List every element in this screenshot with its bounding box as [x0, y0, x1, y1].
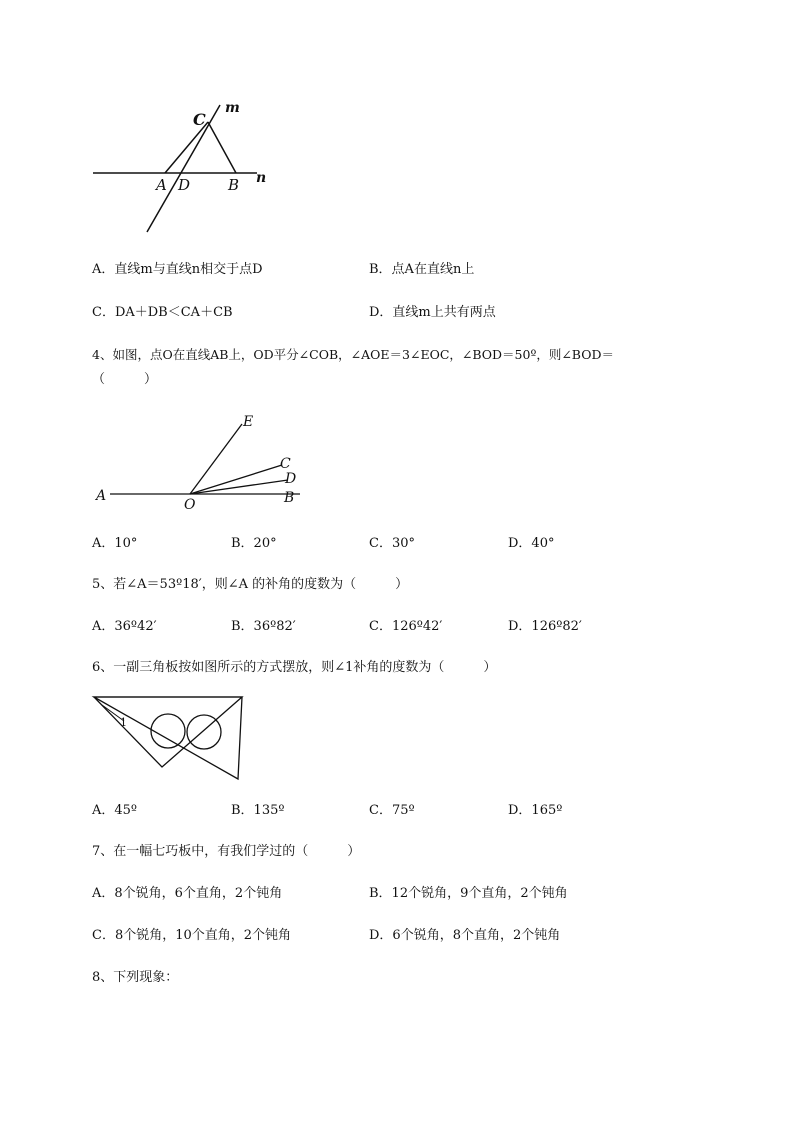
q4-option-b: B．20°	[231, 536, 277, 551]
figure-q6	[90, 693, 250, 785]
q4-option-d: D．40°	[508, 536, 555, 551]
circle-right	[187, 715, 221, 749]
q6-option-c: C．75º	[369, 803, 415, 818]
q5-stem: 5、若∠A＝53º18′，则∠A 的补角的度数为（ ）	[92, 577, 409, 592]
q4-stem: 4、如图，点O在直线AB上，OD平分∠COB，∠AOE＝3∠EOC，∠BOD＝50º，则∠BOD＝	[92, 347, 614, 362]
label-m: m	[225, 100, 240, 116]
label-o: O	[184, 497, 196, 513]
q3-option-a: A．直线m与直线n相交于点D	[92, 262, 263, 277]
q7-option-a: A．8个锐角，6个直角，2个钝角	[92, 886, 283, 901]
label-a: A	[96, 488, 107, 504]
q7-option-c: C．8个锐角，10个直角，2个钝角	[92, 928, 292, 943]
label-b: B	[228, 176, 240, 194]
segment-cb	[208, 122, 236, 173]
q7-option-d: D．6个锐角，8个直角，2个钝角	[369, 928, 561, 943]
q5-option-b: B．36º82′	[231, 619, 296, 634]
q6-option-a: A．45º	[92, 803, 138, 818]
q7-stem: 7、在一幅七巧板中，有我们学过的（ ）	[92, 844, 361, 859]
q3-option-b: B．点A在直线n上	[369, 262, 475, 277]
label-c: C	[280, 456, 291, 472]
q5-option-c: C．126º42′	[369, 619, 443, 634]
q3-option-c: C．DA＋DB＜CA＋CB	[92, 305, 233, 320]
label-n: n	[256, 170, 267, 186]
q4-paren: （ ）	[92, 372, 158, 387]
label-a: A	[156, 176, 167, 194]
label-c: C	[193, 110, 206, 129]
circle-left	[151, 714, 185, 748]
q7-option-b: B．12个锐角，9个直角，2个钝角	[369, 886, 568, 901]
ray-oe	[190, 424, 242, 494]
label-angle-1: 1	[120, 716, 127, 729]
ray-oc	[190, 465, 282, 494]
ray-od	[190, 480, 288, 494]
label-d: D	[178, 176, 191, 194]
q8-stem: 8、下列现象：	[92, 970, 179, 985]
q3-option-d: D．直线m上共有两点	[369, 305, 496, 320]
label-e: E	[243, 414, 254, 430]
triangle-left	[94, 697, 242, 767]
q6-stem: 6、一副三角板按如图所示的方式摆放，则∠1补角的度数为（ ）	[92, 660, 497, 675]
q5-option-d: D．126º82′	[508, 619, 582, 634]
label-b: B	[284, 490, 295, 506]
q5-option-a: A．36º42′	[92, 619, 157, 634]
q4-option-c: C．30°	[369, 536, 415, 551]
figure-q3	[85, 95, 285, 240]
q6-option-d: D．165º	[508, 803, 563, 818]
q4-option-a: A．10°	[92, 536, 138, 551]
q6-option-b: B．135º	[231, 803, 285, 818]
figure-q4	[90, 408, 320, 518]
label-d: D	[285, 471, 297, 487]
segment-ca	[165, 122, 208, 173]
